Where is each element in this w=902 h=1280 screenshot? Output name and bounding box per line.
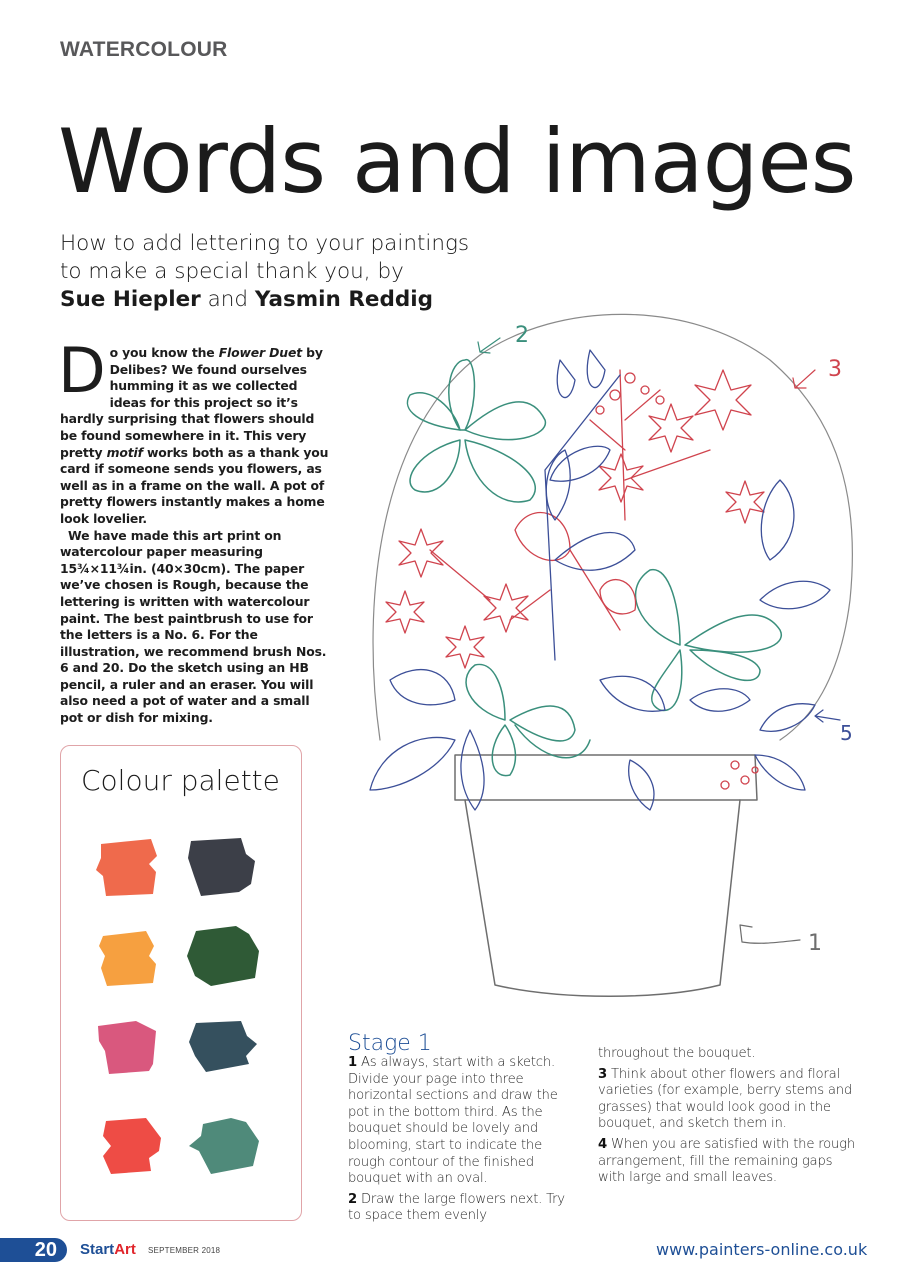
stage-step-2-continued: throughout the bouquet. [598,1046,756,1061]
stage-step-4 [598,1137,860,1187]
standfirst-line-2: to make a special thank you, by [60,259,404,284]
step-number: 3 [598,1066,607,1082]
teal-flowers [407,360,781,776]
intro-paragraph-2: We have made this art print on watercolour paper measuring 15¾×11¾in. (40×30cm). The paper we’ve chosen is Rough, because the lettering is written with watercolour paint. The best paintbrush to use for the letters is a No. 6. For the illustration, we recommend brush Nos. 6 and 20. Do the sketch using an HB pencil, a ruler and an eraser. You will also need a pot of water and a small pot or dish for mixing. [60,527,327,726]
colour-palette-box [60,745,302,1221]
stage-step-2 [348,1192,580,1225]
intro-paragraph-1 [58,334,330,528]
swatch-pink [98,1021,156,1074]
standfirst-line-1: How to add lettering to your paintings [60,231,470,256]
bouquet-sketch-illustration [360,300,880,1020]
step-number: 2 [348,1191,357,1207]
drop-cap: D [58,334,106,407]
step-text: Think about other flowers and floral varieties (for example, berry stems and grasses) that would look good in the bouquet, and sketch them in. [598,1066,853,1132]
stage-column-1 [348,1055,580,1229]
swatch-teal-green [189,1118,259,1174]
step-number: 4 [598,1136,607,1152]
author-2: Yasmin Reddig [254,287,434,312]
logo-start: Start [80,1241,115,1258]
pot-rim [455,755,757,800]
swatch-orange-red [96,839,157,896]
pot-body [465,800,740,996]
step-text: When you are satisfied with the rough arrangement, fill the remaining gaps with large and small leaves. [598,1136,856,1186]
logo-art: Art [114,1241,136,1258]
stage-step-3 [598,1067,860,1133]
author-1: Sue Hiepler [60,287,201,312]
label-2: 2 [515,323,529,348]
step-number: 1 [348,1055,357,1070]
intro-text-run: o you know the [109,345,219,360]
swatch-red [103,1118,161,1174]
palette-swatches [61,746,303,1222]
label-5: 5 [840,721,853,745]
magazine-logo [80,1241,136,1258]
stage-column-2 [598,1046,860,1191]
step-text: As always, start with a sketch. Divide your page into three horizontal sections and draw the pot in the bottom third. As the bouquet should be lovely and blooming, start to indicate the rough contour of the finished bouquet with an oval. [348,1055,558,1187]
intro-italic-flower-duet: Flower Duet [218,345,302,360]
label-1: 1 [808,931,822,956]
website-link[interactable]: www.painters-online.co.uk [656,1240,868,1259]
section-label: WATERCOLOUR [60,38,228,61]
blue-leaves [370,350,830,810]
intro-text-run: by Delibes? We found ourselves humming it as we collected ideas for this project so it’s hardly surprising that flowers should be found somewhere in it. This very pretty [60,345,323,460]
intro-text-run: works both as a thank you card if someone sends you flowers, as well as in a frame on the wall. A pot of pretty flowers instantly makes a home look lovelier. [60,444,329,526]
colour-palette-title: Colour palette [81,764,280,797]
intro-italic-motif: motif [106,444,143,460]
byline-and: and [200,287,255,312]
bouquet-oval-outline [373,314,852,740]
label-3: 3 [828,357,842,382]
article-title: Words and images [58,110,856,213]
issue-date: SEPTEMBER 2018 [148,1246,221,1255]
stage-title: Stage 1 [348,1031,432,1056]
swatch-light-orange [99,931,156,986]
intro-text [58,334,330,727]
swatch-dark-grey [188,838,255,896]
step-text: Draw the large flowers next. Try to space them evenly [348,1191,565,1224]
swatch-slate-blue [189,1021,257,1072]
page-number-tab: 20 [0,1238,67,1262]
stage-step-1 [348,1055,580,1188]
swatch-dark-green [187,926,259,986]
